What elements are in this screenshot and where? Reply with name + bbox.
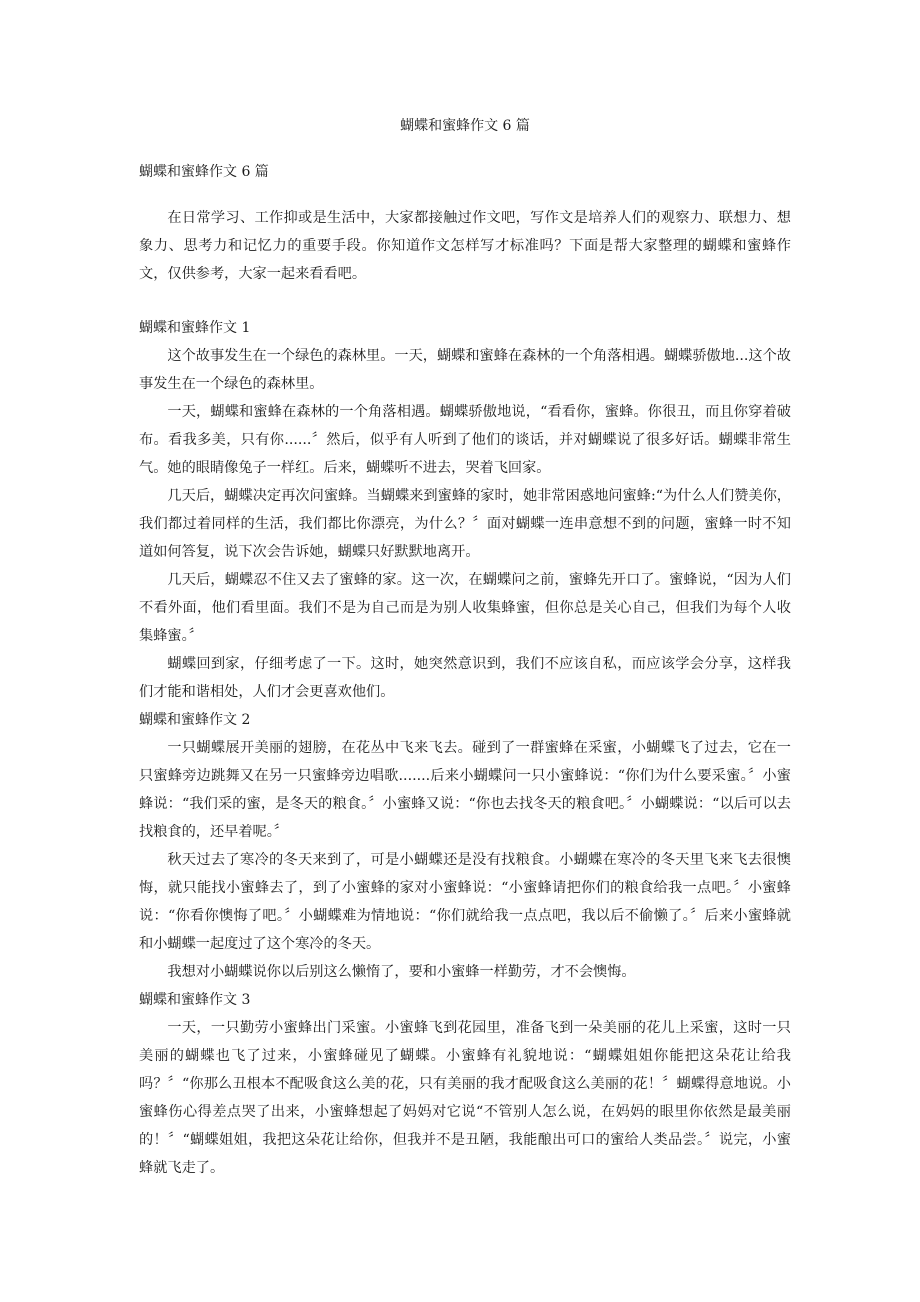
section-title: 蝴蝶和蜜蜂作文 1 <box>139 320 251 336</box>
paragraph: 一天，一只勤劳小蜜蜂出门采蜜。小蜜蜂飞到花园里，准备飞到一朵美丽的花儿上采蜜，这时一只美丽的蝴蝶也飞了过来，小蜜蜂碰见了蝴蝶。小蜜蜂有礼貌地说：“蝴蝶姐姐你能把这朵花让给我吗？〞“你那么丑根本不配吸食这么美的花，只有美丽的我才配吸食这么美丽的花！〞蝴蝶得意地说。小蜜蜂伤心得差点哭了出来，小蜜蜂想起了妈妈对它说“不管别人怎么说，在妈妈的眼里你依然是最美丽的！〞“蝴蝶姐姐，我把这朵花让给你，但我并不是丑陋，我能酿出可口的蜜给人类品尝。〞说完，小蜜蜂就飞走了。 <box>139 1020 791 1176</box>
document-page <box>139 112 791 1182</box>
section-title: 蝴蝶和蜜蜂作文 2 <box>139 712 251 728</box>
section-1 <box>139 314 791 706</box>
section-3 <box>139 986 791 1182</box>
paragraph: 这个故事发生在一个绿色的森林里。一天，蝴蝶和蜜蜂在森林的一个角落相遇。蝴蝶骄傲地...这个故事发生在一个绿色的森林里。 <box>139 348 791 392</box>
paragraph: 一天，蝴蝶和蜜蜂在森林的一个角落相遇。蝴蝶骄傲地说，“看看你，蜜蜂。你很丑，而且你穿着破布。看我多美，只有你......〞然后，似乎有人听到了他们的谈话，并对蝴蝶说了很多好话。蝴蝶非常生气。她的眼睛像兔子一样红。后来，蝴蝶听不进去，哭着飞回家。 <box>139 404 791 476</box>
section-title: 蝴蝶和蜜蜂作文 3 <box>139 992 251 1008</box>
section-2 <box>139 706 791 986</box>
paragraph: 蝴蝶回到家，仔细考虑了一下。这时，她突然意识到，我们不应该自私，而应该学会分享，这样我们才能和谐相处，人们才会更喜欢他们。 <box>139 656 791 700</box>
paragraph: 几天后，蝴蝶决定再次问蜜蜂。当蝴蝶来到蜜蜂的家时，她非常困惑地问蜜蜂:“为什么人们赞美你，我们都过着同样的生活，我们都比你漂亮，为什么？〞面对蝴蝶一连串意想不到的问题，蜜蜂一时不知道如何答复，说下次会告诉她，蝴蝶只好默默地离开。 <box>139 488 791 560</box>
paragraph: 一只蝴蝶展开美丽的翅膀，在花丛中飞来飞去。碰到了一群蜜蜂在采蜜，小蝴蝶飞了过去，它在一只蜜蜂旁边跳舞又在另一只蜜蜂旁边唱歌.......后来小蝴蝶问一只小蜜蜂说：“你们为什么要采蜜。〞小蜜蜂说：“我们采的蜜，是冬天的粮食。〞小蜜蜂又说：“你也去找冬天的粮食吧。〞小蝴蝶说：“以后可以去找粮食的，还早着呢。〞 <box>139 740 791 840</box>
intro-paragraph: 在日常学习、工作抑或是生活中，大家都接触过作文吧，写作文是培养人们的观察力、联想力、想象力、思考力和记忆力的重要手段。你知道作文怎样写才标准吗？下面是帮大家整理的蝴蝶和蜜蜂作文，仅供参考，大家一起来看看吧。 <box>139 210 791 282</box>
paragraph: 秋天过去了寒冷的冬天来到了，可是小蝴蝶还是没有找粮食。小蝴蝶在寒冷的冬天里飞来飞去很懊悔，就只能找小蜜蜂去了，到了小蜜蜂的家对小蜜蜂说：“小蜜蜂请把你们的粮食给我一点吧。〞小蜜蜂说：“你看你懊悔了吧。〞小蝴蝶难为情地说：“你们就给我一点点吧，我以后不偷懒了。〞后来小蜜蜂就和小蝴蝶一起度过了这个寒冷的冬天。 <box>139 852 791 952</box>
paragraph: 几天后，蝴蝶忍不住又去了蜜蜂的家。这一次，在蝴蝶问之前，蜜蜂先开口了。蜜蜂说，“因为人们不看外面，他们看里面。我们不是为自己而是为别人收集蜂蜜，但你总是关心自己，但我们为每个人收集蜂蜜。〞 <box>139 572 791 644</box>
document-title: 蝴蝶和蜜蜂作文 6 篇 <box>400 118 530 134</box>
document-subtitle: 蝴蝶和蜜蜂作文 6 篇 <box>139 164 269 180</box>
paragraph: 我想对小蝴蝶说你以后别这么懒惰了，要和小蜜蜂一样勤劳，才不会懊悔。 <box>167 964 636 980</box>
